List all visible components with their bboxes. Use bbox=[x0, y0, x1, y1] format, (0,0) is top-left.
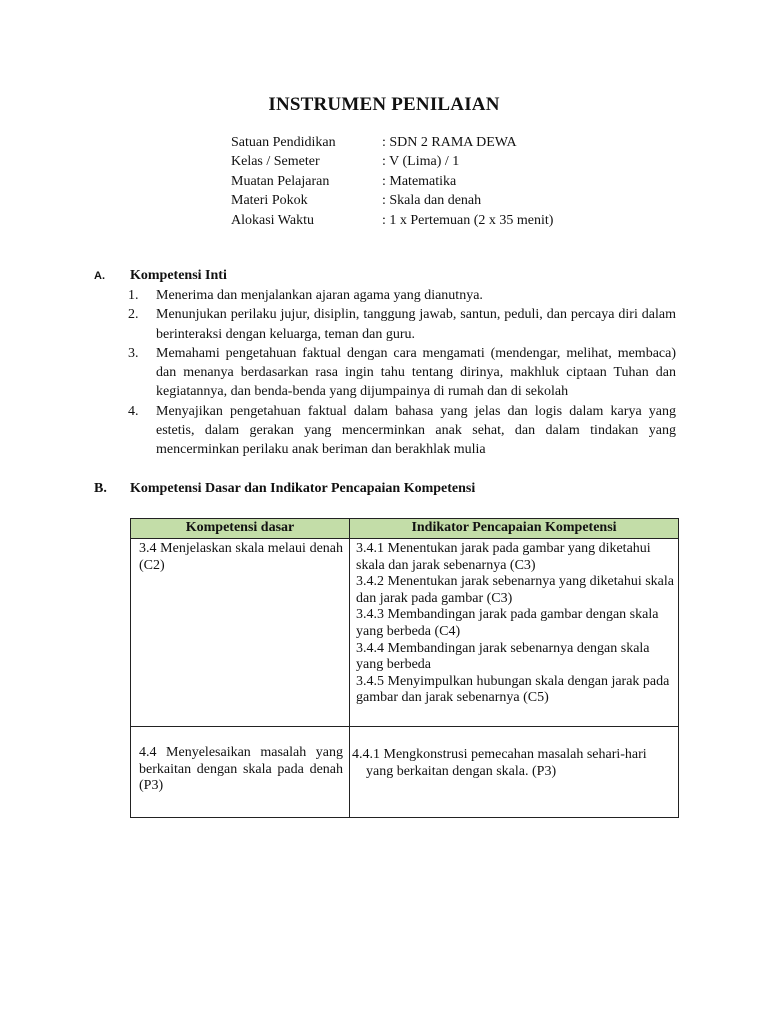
identity-value: : SDN 2 RAMA DEWA bbox=[382, 135, 517, 150]
identity-label: Muatan Pelajaran bbox=[231, 174, 330, 189]
section-b-title: Kompetensi Dasar dan Indikator Pencapaian Kompetensi bbox=[130, 481, 476, 496]
indicator-list bbox=[350, 727, 678, 780]
table-row bbox=[131, 539, 679, 727]
indicator-item: 3.4.1 Menentukan jarak pada gambar yang diketahui skala dan jarak sebenarnya (C3) bbox=[356, 541, 651, 573]
identity-label: Alokasi Waktu bbox=[231, 213, 314, 228]
identity-value: : V (Lima) / 1 bbox=[382, 154, 460, 169]
table-cell-kd bbox=[131, 727, 350, 818]
indicator-item: 3.4.5 Menyimpulkan hubungan skala dengan jarak pada gambar dan jarak sebenarnya (C5) bbox=[356, 673, 670, 706]
kd-text: 4.4 Menyelesaikan masalah yang berkaitan dengan skala pada denah (P3) bbox=[139, 745, 343, 794]
section-b-letter: B. bbox=[94, 481, 107, 496]
competency-table bbox=[130, 518, 679, 818]
kompetensi-inti-list bbox=[128, 286, 676, 460]
identity-value: : Matematika bbox=[382, 174, 457, 189]
kd-text: 3.4 Menjelaskan skala melaui denah (C2) bbox=[139, 541, 343, 573]
indicator-item: 3.4.3 Membandingan jarak pada gambar dengan skala yang berbeda (C4) bbox=[356, 607, 659, 639]
table-cell-kd bbox=[131, 539, 350, 727]
indicator-item: 4.4.1 Mengkonstrusi pemecahan masalah sehari-hari yang berkaitan dengan skala. (P3) bbox=[352, 747, 647, 779]
list-number: 1. bbox=[128, 288, 139, 303]
list-number: 3. bbox=[128, 345, 139, 361]
section-a-title: Kompetensi Inti bbox=[130, 268, 227, 283]
list-item bbox=[128, 402, 676, 460]
identity-value: : 1 x Pertemuan (2 x 35 menit) bbox=[382, 213, 554, 228]
identity-label: Satuan Pendidikan bbox=[231, 135, 336, 150]
identity-value: : Skala dan denah bbox=[382, 193, 482, 208]
table-row bbox=[131, 727, 679, 818]
list-item bbox=[128, 344, 676, 402]
identity-label: Kelas / Semeter bbox=[231, 154, 320, 169]
document-title: INSTRUMEN PENILAIAN bbox=[268, 94, 500, 115]
table-header-kd: Kompetensi dasar bbox=[131, 519, 350, 539]
list-number: 4. bbox=[128, 403, 139, 419]
list-text: Memahami pengetahuan faktual dengan cara mengamati (mendengar, melihat, membaca) dan menanya berdasarkan rasa ingin tahu tentang dirinya, makhluk ciptaan Tuhan dan kegiatannya, dan benda-benda yang dijumpainya di rumah dan di sekolah bbox=[156, 345, 676, 400]
list-item bbox=[128, 305, 676, 344]
list-text: Menerima dan menjalankan ajaran agama yang dianutnya. bbox=[156, 288, 483, 303]
section-a-letter: A. bbox=[94, 270, 105, 282]
list-item bbox=[128, 286, 676, 305]
table-header-row bbox=[131, 519, 679, 539]
identity-label: Materi Pokok bbox=[231, 193, 308, 208]
table-header-indicator: Indikator Pencapaian Kompetensi bbox=[350, 519, 679, 539]
list-number: 2. bbox=[128, 307, 139, 323]
indicator-item: 3.4.4 Membandingan jarak sebenarnya dengan skala yang berbeda bbox=[356, 640, 650, 673]
indicator-list bbox=[350, 539, 678, 707]
list-text: Menyajikan pengetahuan faktual dalam bahasa yang jelas dan logis dalam karya yang estetis, dalam gerakan yang mencerminkan anak sehat, dan dalam tindakan yang mencerminkan perilaku anak beriman dan berakhlak mulia bbox=[156, 403, 676, 458]
table-cell-indicators bbox=[350, 539, 679, 727]
indicator-item: 3.4.2 Menentukan jarak sebenarnya yang diketahui skala dan jarak pada gambar (C3) bbox=[356, 574, 675, 606]
table-cell-indicators bbox=[350, 727, 679, 818]
list-text: Menunjukan perilaku jujur, disiplin, tanggung jawab, santun, peduli, dan percaya diri dalam berinteraksi dengan keluarga, teman dan guru. bbox=[156, 307, 676, 342]
